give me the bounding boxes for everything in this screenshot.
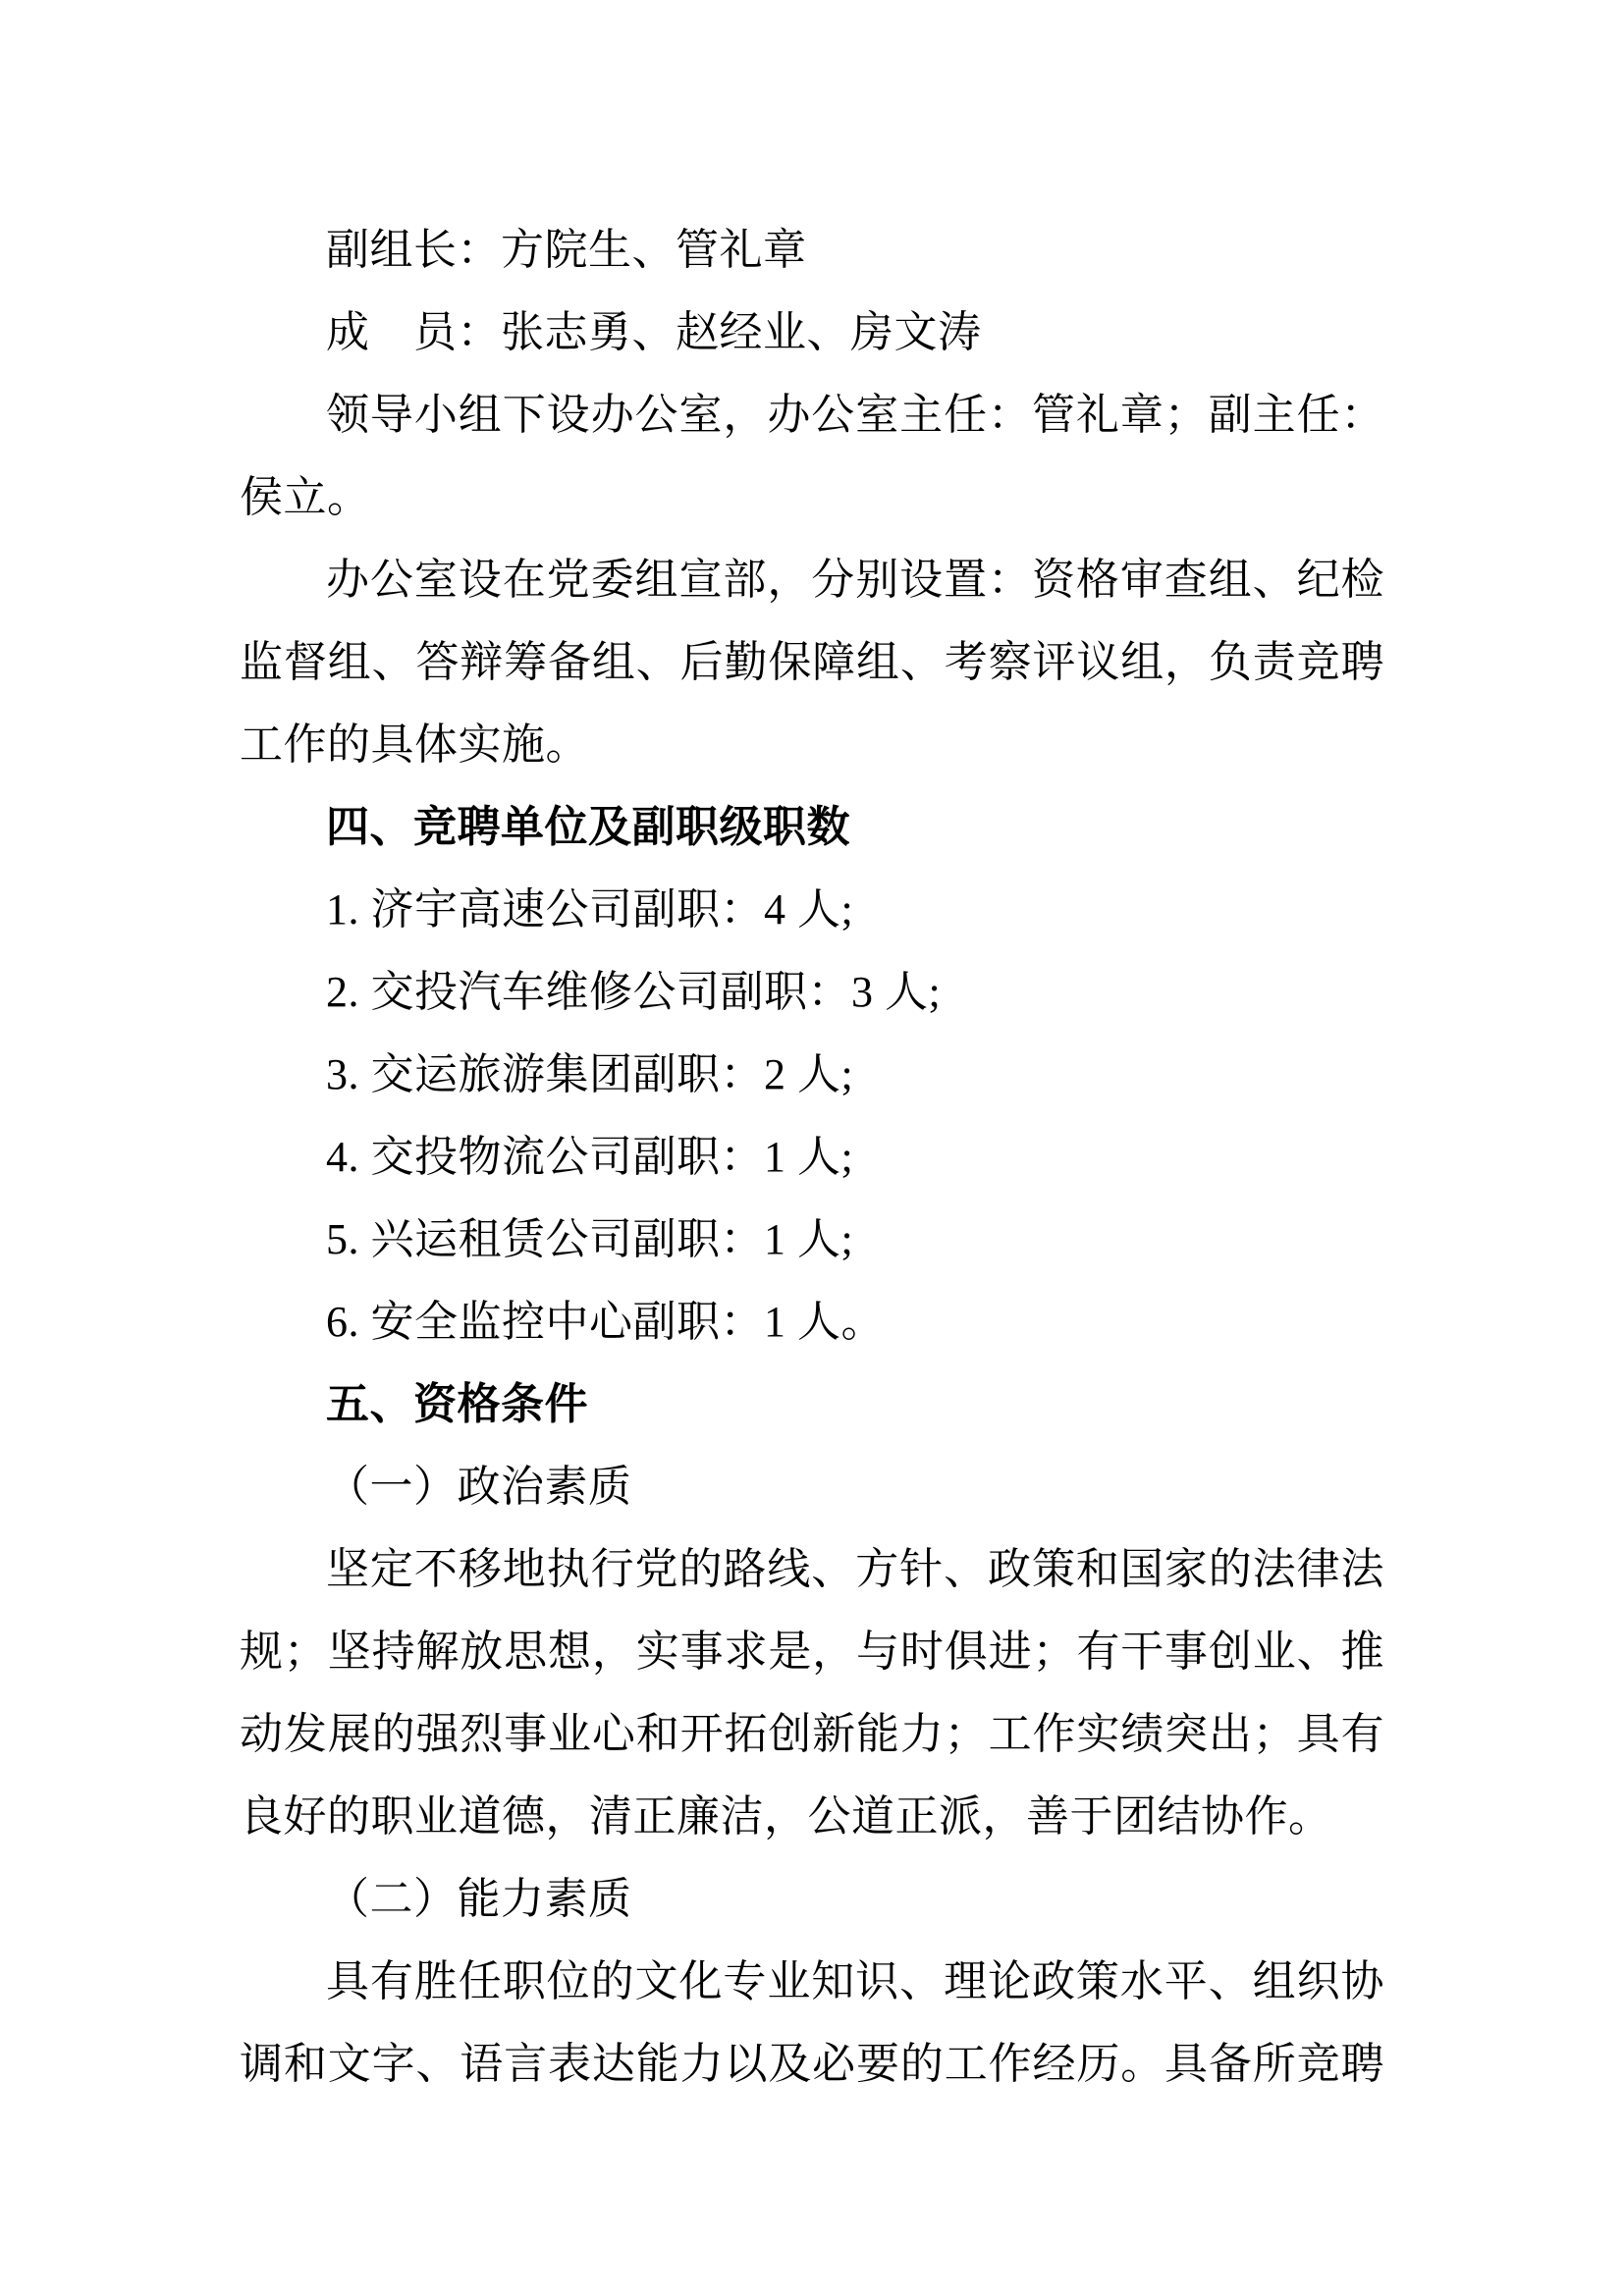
section-heading-positions: 四、竞聘单位及副职级职数 xyxy=(326,803,850,851)
list-item-jiyu-expressway: 1. 济宇高速公司副职：4 人; xyxy=(326,885,854,934)
document-content xyxy=(240,209,1384,2106)
list-item-logistics: 4. 交投物流公司副职：1 人; xyxy=(326,1133,854,1181)
line-political-quality-3: 动发展的强烈事业心和开拓创新能力；工作实绩突出；具有 xyxy=(240,1710,1384,1758)
line-office-setup-2: 侯立。 xyxy=(240,473,371,521)
line-office-location-3: 工作的具体实施。 xyxy=(240,721,589,769)
line-group-members: 成 员：张志勇、赵经业、房文涛 xyxy=(326,308,982,356)
list-item-travel-group: 3. 交运旅游集团副职：2 人; xyxy=(326,1050,854,1098)
line-political-quality-2: 规；坚持解放思想，实事求是，与时俱进；有干事创业、推 xyxy=(240,1628,1384,1676)
list-item-leasing: 5. 兴运租赁公司副职：1 人; xyxy=(326,1215,854,1263)
line-political-quality-4: 良好的职业道德，清正廉洁，公道正派，善于团结协作。 xyxy=(240,1792,1332,1841)
section-heading-qualifications: 五、资格条件 xyxy=(326,1380,588,1428)
subsection-heading-political: （一）政治素质 xyxy=(326,1463,632,1511)
list-item-safety-center: 6. 安全监控中心副职：1 人。 xyxy=(326,1298,885,1346)
line-office-location-2: 监督组、答辩筹备组、后勤保障组、考察评议组，负责竞聘 xyxy=(240,638,1384,686)
line-office-setup-1: 领导小组下设办公室，办公室主任：管礼章；副主任： xyxy=(326,391,1384,439)
subsection-heading-ability: （二）能力素质 xyxy=(326,1875,632,1923)
list-item-auto-repair: 2. 交投汽车维修公司副职：3 人; xyxy=(326,968,942,1016)
line-ability-quality-1: 具有胜任职位的文化专业知识、理论政策水平、组织协 xyxy=(326,1957,1384,2005)
line-political-quality-1: 坚定不移地执行党的路线、方针、政策和国家的法律法 xyxy=(326,1545,1384,1593)
line-ability-quality-2: 调和文字、语言表达能力以及必要的工作经历。具备所竞聘 xyxy=(240,2040,1384,2088)
line-office-location-1: 办公室设在党委组宣部，分别设置：资格审查组、纪检 xyxy=(326,556,1384,604)
line-deputy-group-leaders: 副组长：方院生、管礼章 xyxy=(326,226,807,274)
